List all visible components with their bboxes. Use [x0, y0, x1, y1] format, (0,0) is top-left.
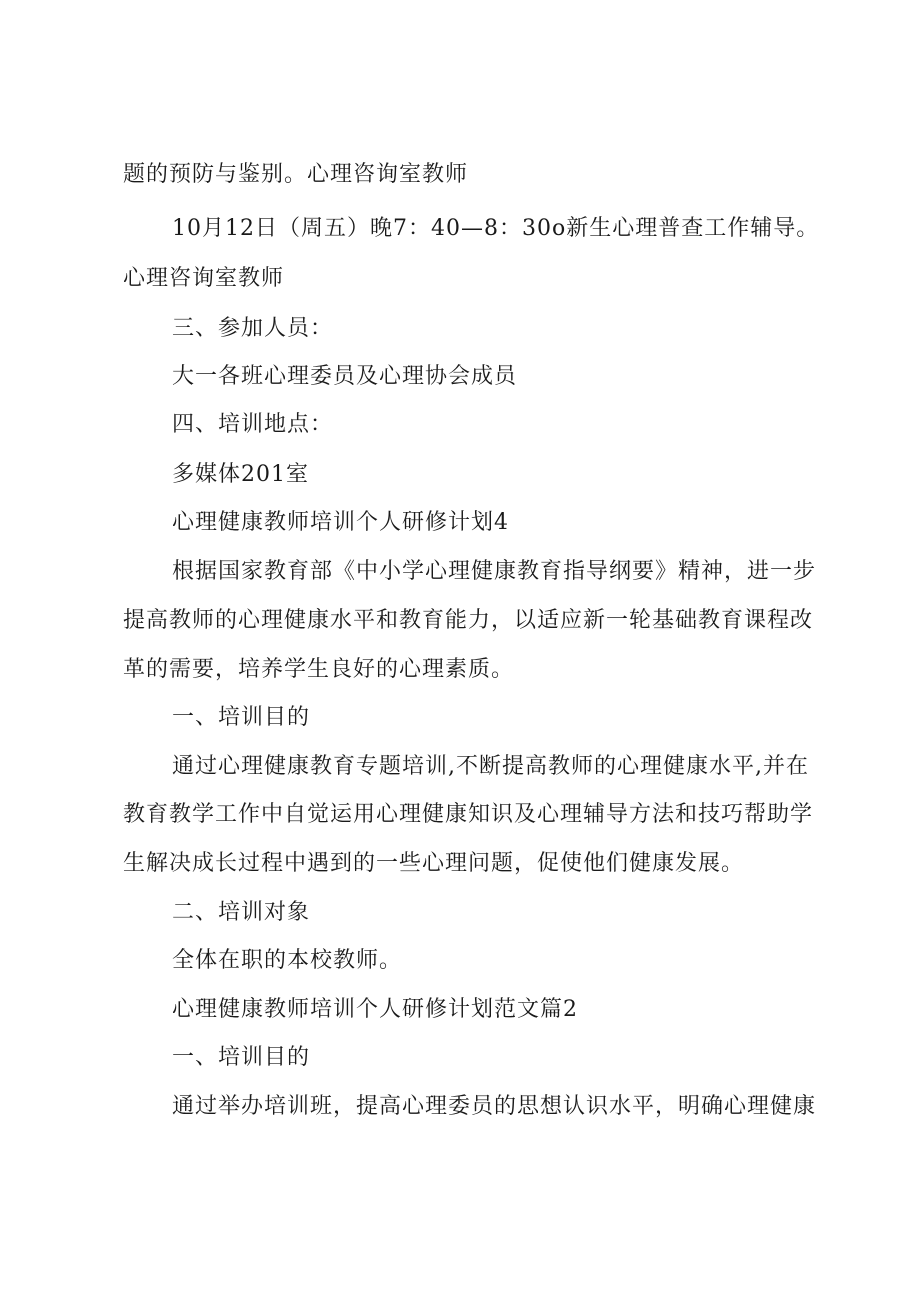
- section-heading: 二、培训对象: [172, 900, 311, 925]
- section-heading: 三、参加人员：: [172, 316, 334, 341]
- document-subtitle: 心理健康教师培训个人研修计划4: [172, 510, 509, 535]
- paragraph-line: 生解决成长过程中遇到的一些心理问题，促使他们健康发展。: [123, 851, 745, 876]
- paragraph-line: 通过举办培训班，提高心理委员的思想认识水平，明确心理健康: [172, 1094, 817, 1119]
- document-subtitle: 心理健康教师培训个人研修计划范文篇2: [172, 997, 578, 1022]
- section-heading: 一、培训目的: [172, 705, 311, 730]
- section-heading: 四、培训地点：: [172, 412, 334, 437]
- paragraph-line: 通过心理健康教育专题培训,不断提高教师的心理健康水平,并在: [172, 754, 809, 779]
- paragraph-line: 心理咨询室教师: [123, 266, 285, 291]
- paragraph-line: 根据国家教育部《中小学心理健康教育指导纲要》精神，进一步: [172, 559, 817, 584]
- section-heading: 一、培训目的: [172, 1045, 311, 1070]
- paragraph-line: 革的需要，培养学生良好的心理素质。: [123, 657, 515, 682]
- paragraph-line: 多媒体201室: [172, 462, 309, 487]
- paragraph-line: 题的预防与鉴别。心理咨询室教师: [123, 162, 469, 187]
- paragraph-line: 10月12日（周五）晚7：40—8：30o新生心理普查工作辅导。: [172, 216, 820, 241]
- paragraph-line: 提高教师的心理健康水平和教育能力，以适应新一轮基础教育课程改: [123, 608, 814, 633]
- paragraph-line: 大一各班心理委员及心理协会成员: [172, 364, 518, 389]
- paragraph-line: 全体在职的本校教师。: [172, 948, 403, 973]
- paragraph-line: 教育教学工作中自觉运用心理健康知识及心理辅导方法和技巧帮助学: [123, 802, 814, 827]
